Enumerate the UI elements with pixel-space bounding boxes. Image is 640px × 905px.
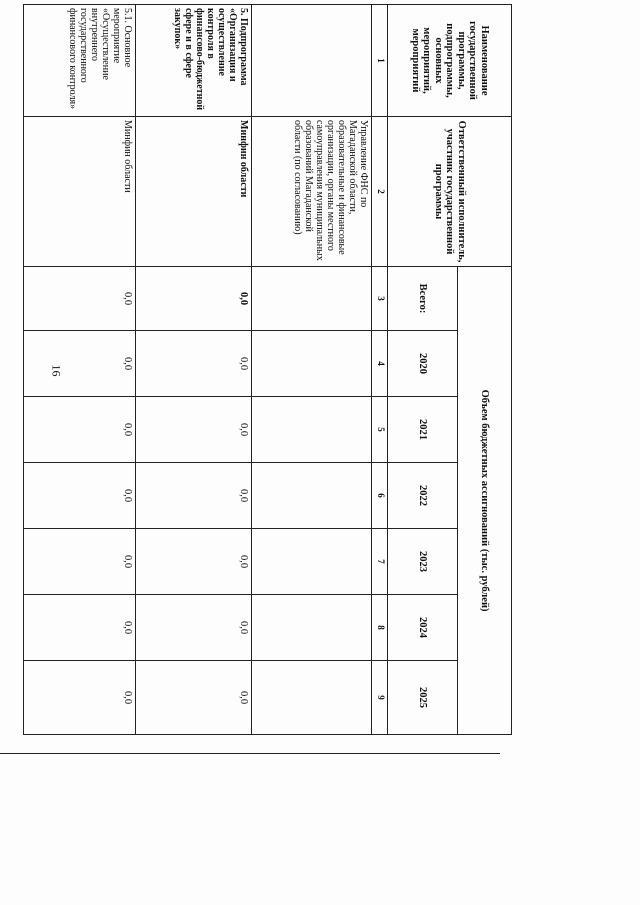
footnote-rule <box>0 753 500 754</box>
table-row <box>252 5 372 735</box>
header-year: 2024 <box>388 595 458 661</box>
header-year: 2021 <box>388 397 458 463</box>
row-value: 0,0 <box>136 463 252 529</box>
row-value: 0,0 <box>24 529 136 595</box>
table-container <box>67 4 640 709</box>
page-number: 16 <box>49 364 64 377</box>
row-value: 0,0 <box>24 331 136 397</box>
row-value: 0,0 <box>136 661 252 735</box>
row-value <box>252 661 372 735</box>
header-name: Наименование государственной программы, подпрограммы, основных мероприятий, мероприятий <box>388 5 512 117</box>
column-number: 7 <box>372 529 388 595</box>
header-year: 2023 <box>388 529 458 595</box>
row-name: 5.1. Основное мероприятие «Осуществление внутреннего государственного финансового контроля» <box>24 5 136 117</box>
budget-table <box>23 4 512 735</box>
header-year: 2022 <box>388 463 458 529</box>
row-value <box>252 397 372 463</box>
row-value: 0,0 <box>136 331 252 397</box>
row-value <box>252 595 372 661</box>
column-number: 3 <box>372 267 388 331</box>
row-value <box>252 331 372 397</box>
column-number: 6 <box>372 463 388 529</box>
header-year: 2020 <box>388 331 458 397</box>
rotated-table-wrapper <box>67 4 512 734</box>
column-number: 2 <box>372 117 388 267</box>
row-value: 0,0 <box>136 267 252 331</box>
header-total: Всего: <box>388 267 458 331</box>
row-value: 0,0 <box>136 529 252 595</box>
row-value: 0,0 <box>24 267 136 331</box>
row-value <box>252 529 372 595</box>
row-value <box>252 267 372 331</box>
row-value <box>252 463 372 529</box>
row-name: 5. Подпрограмма «Организация и осуществление контроля в финансово-бюджетной сфере и в сфере закупок» <box>136 5 252 117</box>
column-numbers-row <box>372 5 388 735</box>
table-row <box>136 5 252 735</box>
row-responsible: Минфин области <box>24 117 136 267</box>
column-number: 1 <box>372 5 388 117</box>
header-year: 2025 <box>388 661 458 735</box>
row-value: 0,0 <box>136 397 252 463</box>
row-value: 0,0 <box>24 661 136 735</box>
column-number: 5 <box>372 397 388 463</box>
table-row <box>24 5 136 735</box>
row-responsible: Управление ФНС по Магаданской области, образовательные и финансовые организации, органы местного самоуправления муниципальных образований Магаданской области (по согласованию) <box>252 117 372 267</box>
header-budget-group: Объем бюджетных ассигнований (тыс. рублей) <box>458 267 512 735</box>
header-responsible: Ответственный исполнитель, участник государственной программы <box>388 117 512 267</box>
row-value: 0,0 <box>24 397 136 463</box>
column-number: 4 <box>372 331 388 397</box>
row-name <box>252 5 372 117</box>
row-responsible: Минфин области <box>136 117 252 267</box>
row-value: 0,0 <box>24 595 136 661</box>
row-value: 0,0 <box>24 463 136 529</box>
column-number: 9 <box>372 661 388 735</box>
column-number: 8 <box>372 595 388 661</box>
row-value: 0,0 <box>136 595 252 661</box>
